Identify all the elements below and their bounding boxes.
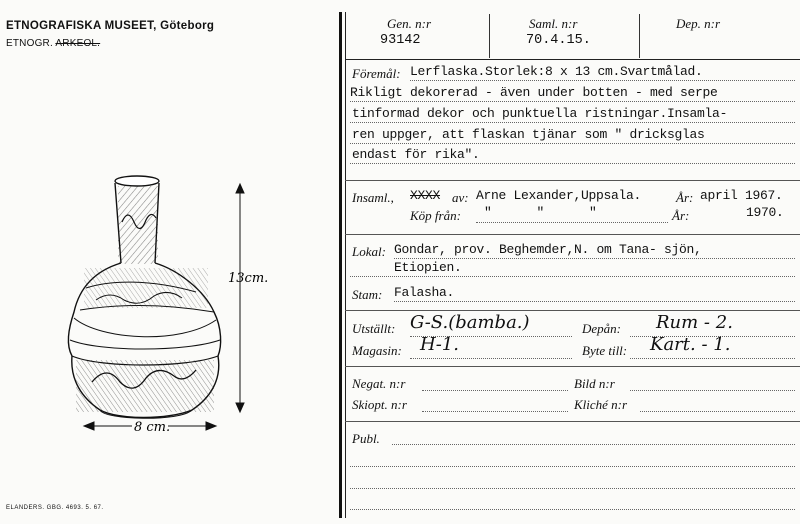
magasin-value: H-1.: [420, 334, 459, 355]
insaml-year-label: År:: [676, 190, 694, 205]
insaml-label: Insaml.,: [352, 190, 394, 205]
bottle-outline: [68, 176, 220, 418]
dotted-line: [350, 276, 795, 277]
saml-number-label: Saml. n:r: [529, 16, 578, 31]
dotted-line: [350, 488, 795, 489]
dotted-line: [350, 122, 795, 123]
department-archaeology-struck: ARKEOL.: [55, 38, 101, 49]
section-rule: [345, 366, 800, 367]
skiopt-label: Skiopt. n:r: [352, 397, 407, 412]
depa-value: Rum - 2.: [656, 312, 733, 333]
card-border-thick: [339, 12, 342, 518]
printer-mark: ELANDERS. GBG. 4693. 5. 67.: [6, 505, 104, 511]
department-ethnography: ETNOGR.: [6, 38, 53, 49]
publ-label: Publ.: [352, 431, 380, 446]
dotted-line: [422, 411, 568, 412]
dotted-line: [350, 101, 795, 102]
section-rule: [345, 180, 800, 181]
stam-value: Falasha.: [394, 285, 455, 300]
dotted-line: [350, 163, 795, 164]
dotted-line: [350, 509, 795, 510]
depa-label: Depån:: [582, 321, 621, 336]
dotted-line: [476, 222, 668, 223]
dotted-line: [394, 258, 795, 259]
stam-label: Stam:: [352, 287, 383, 302]
kop-label: Köp från:: [410, 208, 461, 223]
lokal-line-1: Gondar, prov. Beghemder,N. om Tana- sjön,: [394, 242, 702, 257]
section-rule: [345, 310, 800, 311]
dotted-line: [422, 390, 568, 391]
utstallt-label: Utställt:: [352, 321, 396, 336]
gen-number-label: Gen. n:r: [387, 16, 432, 31]
dotted-line: [350, 143, 795, 144]
foremal-label: Föremål:: [352, 66, 401, 81]
museum-title: ETNOGRAFISKA MUSEET, Göteborg: [6, 20, 215, 32]
insaml-collector: Arne Lexander,Uppsala.: [476, 188, 642, 203]
card-border-thin: [345, 12, 346, 518]
kop-year-value: 1970.: [746, 205, 784, 220]
foremal-line-3: tinformad dekor och punktuella ristningar.Insamla-: [352, 106, 728, 121]
magasin-label: Magasin:: [352, 343, 402, 358]
cliche-label: Kliché n:r: [574, 397, 628, 412]
height-label: 13cm.: [228, 271, 269, 286]
dotted-line: [394, 301, 795, 302]
header-rule: [345, 59, 800, 60]
foremal-line-4: ren uppger, att flaskan tjänar som " dricksglas: [352, 127, 705, 142]
header-separator: [489, 14, 490, 58]
negat-label: Negat. n:r: [352, 376, 406, 391]
insaml-struck-word: XXXX: [410, 188, 441, 203]
lokal-line-2: Etiopien.: [394, 260, 462, 275]
gen-number-value: 93142: [380, 33, 421, 48]
utstallt-value: G-S.(bamba.): [410, 312, 530, 333]
height-dimension-arrow: [236, 184, 244, 412]
kop-year-label: År:: [672, 208, 690, 223]
width-label: 8 cm.: [134, 420, 171, 435]
insaml-av-label: av:: [452, 190, 469, 205]
byte-till-label: Byte till:: [582, 343, 628, 358]
dotted-line: [410, 358, 572, 359]
dotted-line: [410, 80, 795, 81]
foremal-line-5: endast för rika".: [352, 147, 480, 162]
foremal-line-1: Lerflaska.Storlek:8 x 13 cm.Svartmålad.: [410, 64, 703, 79]
insaml-year-value: april 1967.: [700, 188, 783, 203]
dotted-line: [392, 444, 795, 445]
section-rule: [345, 234, 800, 235]
lokal-label: Lokal:: [352, 244, 386, 259]
bild-label: Bild n:r: [574, 376, 615, 391]
dotted-line: [640, 411, 795, 412]
foremal-line-2: Rikligt dekorerad - även under botten - med serpe: [350, 85, 718, 100]
bottle-sketch: [0, 0, 340, 524]
section-rule: [345, 421, 800, 422]
dep-number-label: Dep. n:r: [676, 16, 721, 31]
kop-ditto: " " ": [484, 205, 597, 220]
dotted-line: [350, 466, 795, 467]
byte-till-value: Kart. - 1.: [650, 334, 731, 355]
dotted-line: [630, 390, 795, 391]
header-separator: [639, 14, 640, 58]
saml-number-value: 70.4.15.: [526, 33, 591, 48]
dotted-line: [630, 358, 795, 359]
